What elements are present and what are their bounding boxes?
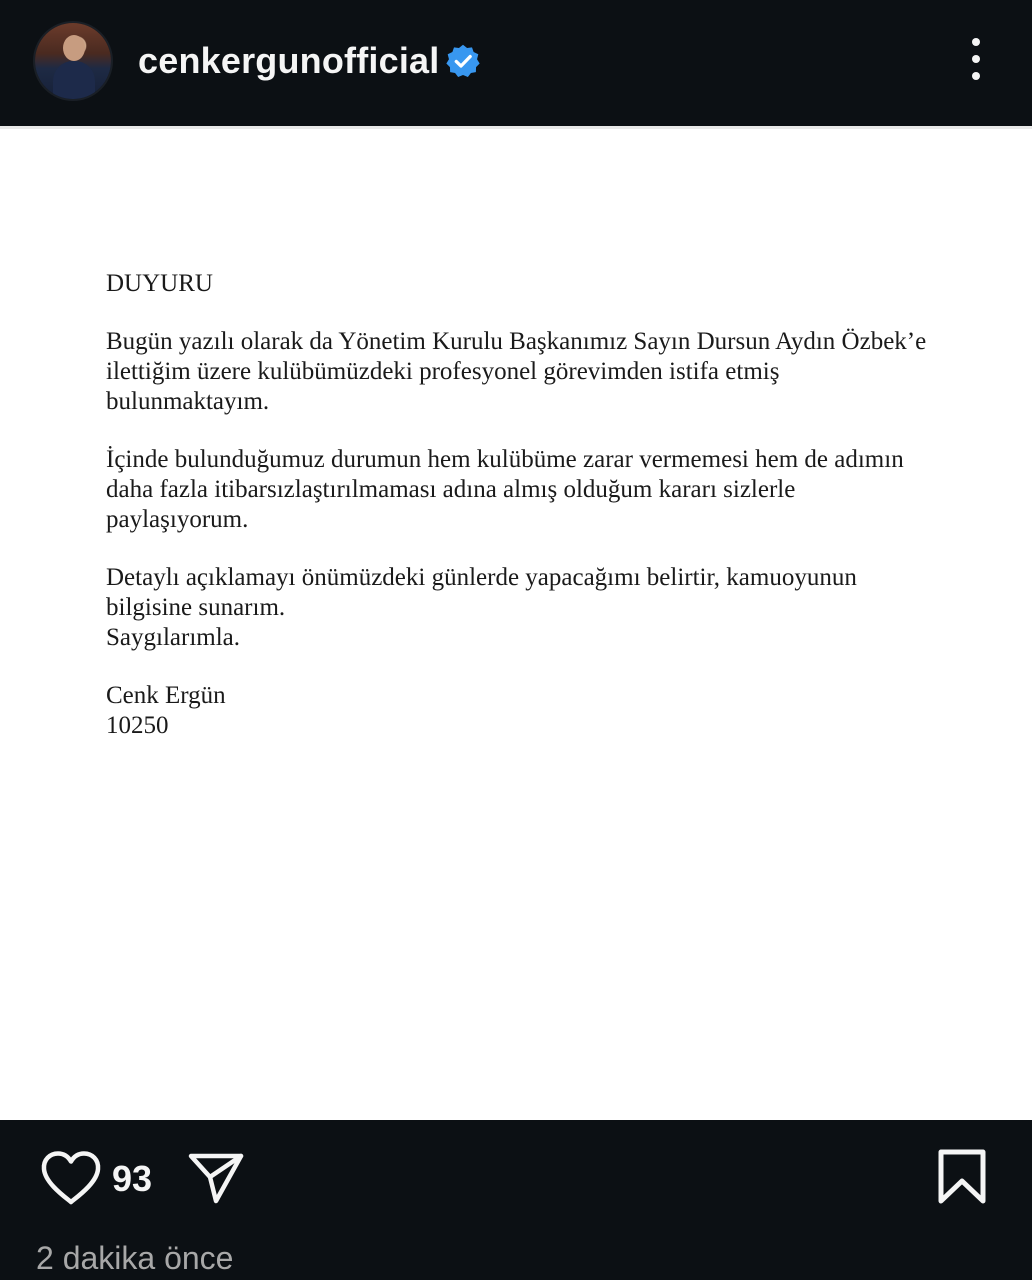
avatar-figure-body — [53, 61, 95, 99]
letter-paragraph-3: Detaylı açıklamayı önümüzdeki günlerde yapacağımı belirtir, kamuoyunun bilgisine sunarım. Saygılarımla. — [106, 564, 857, 651]
letter-signature-name: Cenk Ergün — [106, 682, 226, 709]
letter-paragraph-2: İçinde bulunduğumuz durumun hem kulübüme zarar vermemesi hem de adımın daha fazla itibarsızlaştırılmaması adına almış olduğum kararı sizlerle paylaşıyorum. — [106, 446, 904, 533]
letter-paragraph-1: Bugün yazılı olarak da Yönetim Kurulu Başkanımız Sayın Dursun Aydın Özbek’e ilettiğim üzere kulübümüzdeki profesyonel görevimden istifa etmiş bulunmaktayım. — [106, 328, 927, 415]
letter-heading: DUYURU — [106, 270, 213, 297]
post-header — [0, 0, 1032, 124]
verified-badge-icon — [445, 43, 481, 79]
bookmark-icon[interactable] — [934, 1148, 990, 1206]
heart-icon[interactable] — [40, 1150, 102, 1206]
post-actions-bar — [0, 1120, 1032, 1280]
share-icon[interactable] — [186, 1150, 246, 1206]
more-vertical-icon[interactable] — [956, 38, 996, 84]
more-dot — [972, 72, 980, 80]
announcement-letter — [106, 269, 986, 769]
more-dot — [972, 38, 980, 46]
username-link[interactable]: cenkergunofficial — [138, 40, 440, 81]
post-timestamp: 2 dakika önce — [36, 1240, 234, 1276]
avatar[interactable] — [35, 23, 111, 99]
letter-signature-number: 10250 — [106, 712, 169, 739]
more-dot — [972, 55, 980, 63]
avatar-figure-head — [63, 35, 85, 61]
like-count[interactable]: 93 — [112, 1158, 153, 1199]
post-image[interactable] — [0, 126, 1032, 1120]
